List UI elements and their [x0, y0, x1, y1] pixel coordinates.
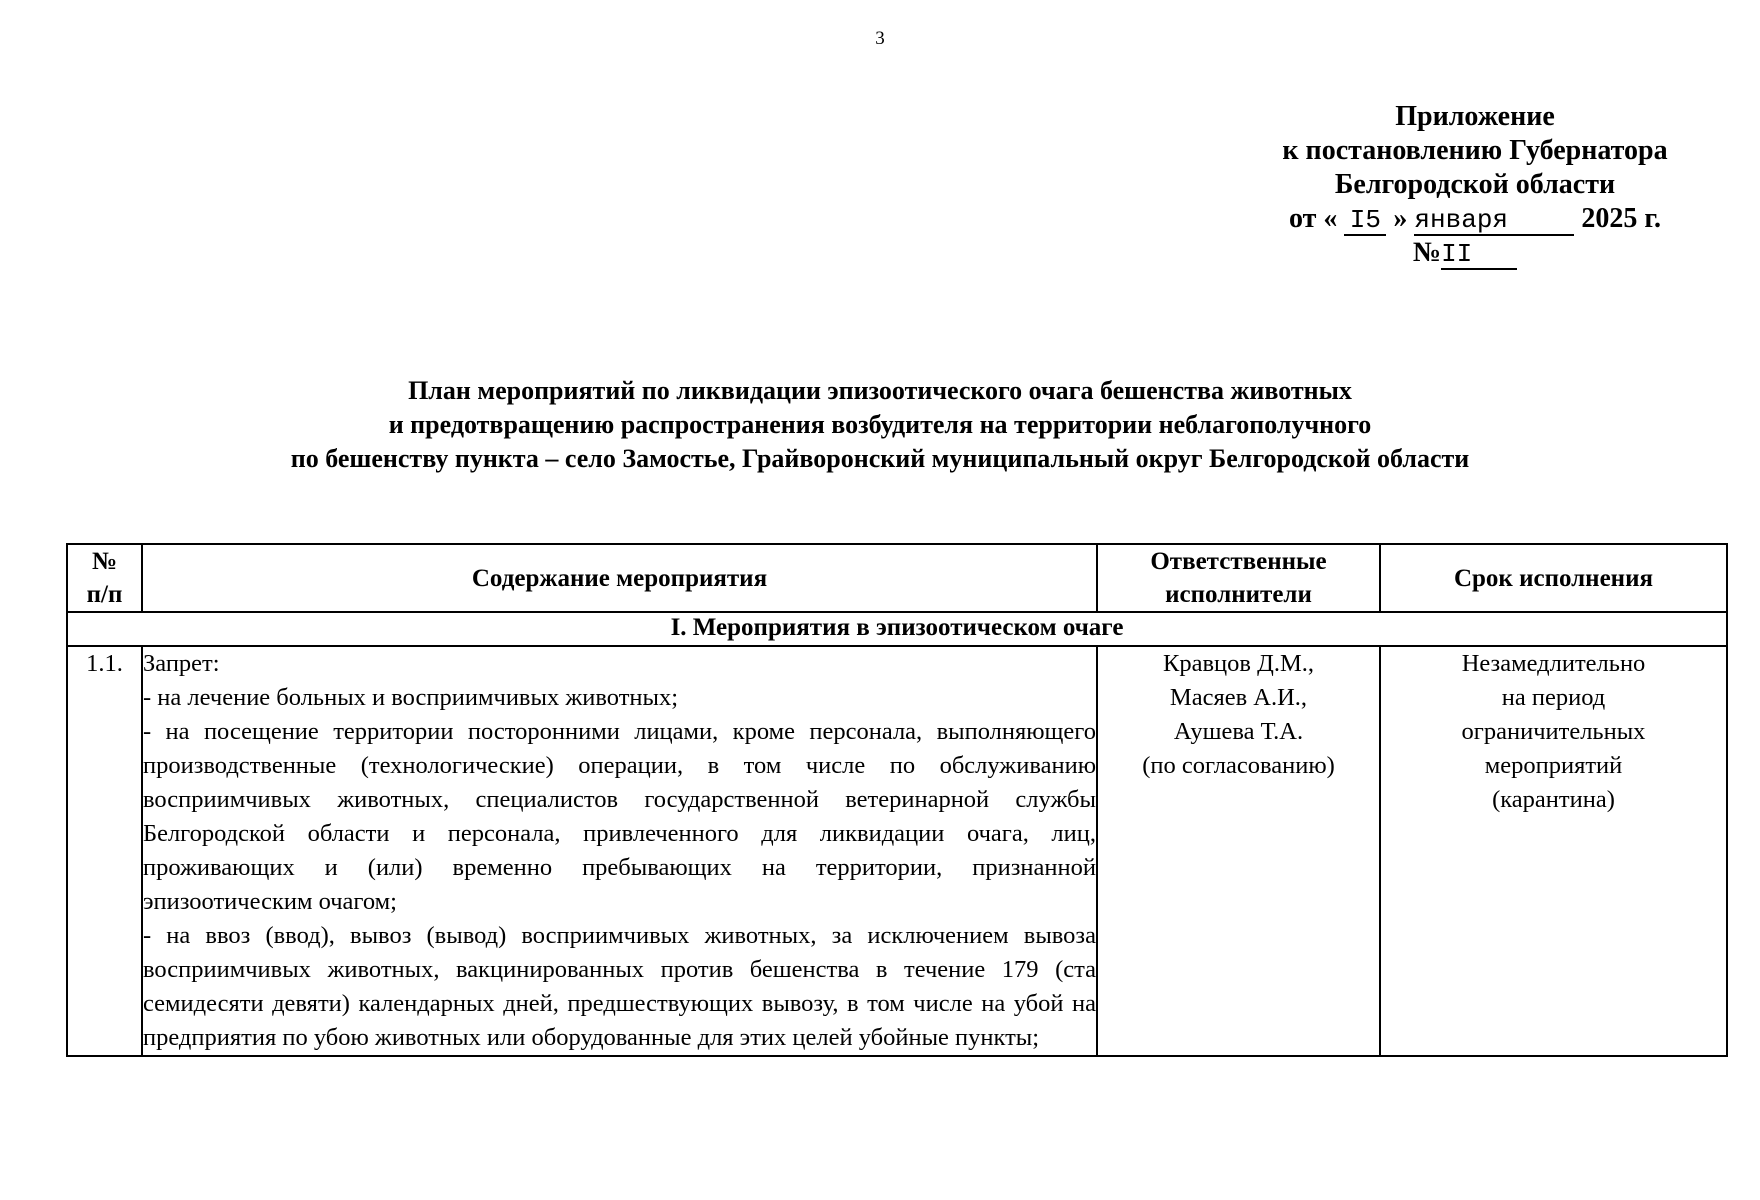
responsible-person: Масяев А.И.,	[1169, 684, 1308, 711]
page-number: 3	[875, 28, 885, 49]
date-prefix: от «	[1289, 203, 1338, 234]
number-value: II	[1441, 240, 1517, 270]
date-day: I5	[1344, 206, 1386, 236]
appendix-title: Приложение	[1395, 101, 1555, 132]
responsible-note: (по согласованию)	[1142, 752, 1335, 779]
row-responsible	[1097, 646, 1380, 1056]
date-mid: »	[1393, 203, 1408, 234]
header-responsible-line2: исполнители	[1165, 581, 1312, 608]
term-line: мероприятий	[1484, 752, 1623, 779]
appendix-region: Белгородской области	[1334, 169, 1616, 200]
date-year: 2025 г.	[1581, 203, 1661, 234]
table-row	[67, 646, 1727, 1056]
header-term: Срок исполнения	[1380, 544, 1727, 612]
measures-table	[66, 543, 1728, 1057]
row-num: 1.1.	[67, 646, 142, 1056]
content-item: - на ввоз (ввод), вывоз (вывод) восприимчивых животных, за исключением вывоза восприимчивых животных, вакцинированных против бешенства в течение 179 (ста семидесяти девяти) календарных дней, предшествующих вывозу, в том числе на убой на предприятия по убою животных или оборудованные для этих целей убойные пункты;	[143, 922, 1096, 1051]
table-header-row	[67, 544, 1727, 612]
number-prefix: №	[1412, 237, 1442, 268]
term-line: Незамедлительно	[1461, 650, 1646, 677]
header-responsible	[1097, 544, 1380, 612]
header-num	[67, 544, 142, 612]
responsible-person: Аушева Т.А.	[1173, 718, 1304, 745]
header-num-line2: п/п	[86, 581, 123, 608]
responsible-person: Кравцов Д.М.,	[1163, 650, 1314, 677]
header-content: Содержание мероприятия	[142, 544, 1097, 612]
content-item: - на посещение территории посторонними лицами, кроме персонала, выполняющего производственные (технологические) операции, в том числе по обслуживанию восприимчивых животных, специалистов государственной ветеринарной службы Белгородской области и персонала, привлеченного для ликвидации очага, лиц, проживающих и (или) временно пребывающих на территории, признанной эпизоотическим очагом;	[143, 718, 1096, 915]
term-line: (карантина)	[1492, 786, 1615, 813]
appendix-decree: к постановлению Губернатора	[1282, 135, 1668, 166]
appendix-number	[1240, 236, 1710, 270]
header-responsible-line1: Ответственные	[1150, 548, 1327, 575]
title-line-2: и предотвращению распространения возбудителя на территории неблагополучного	[388, 410, 1372, 439]
row-content	[142, 646, 1097, 1056]
title-line-3: по бешенству пункта – село Замостье, Грайворонский муниципальный округ Белгородской области	[290, 444, 1470, 473]
header-num-line1: №	[91, 548, 118, 575]
term-line: ограничительных	[1461, 718, 1646, 745]
term-line: на период	[1501, 684, 1606, 711]
date-month: января	[1414, 206, 1574, 236]
content-item: - на лечение больных и восприимчивых животных;	[143, 684, 679, 711]
appendix-block	[1240, 100, 1710, 270]
section-row	[67, 612, 1727, 646]
title-line-1: План мероприятий по ликвидации эпизоотического очага бешенства животных	[408, 376, 1352, 405]
section-title: I. Мероприятия в эпизоотическом очаге	[67, 612, 1727, 646]
row-term	[1380, 646, 1727, 1056]
appendix-date	[1240, 202, 1710, 236]
document-title	[0, 374, 1760, 476]
content-item: Запрет:	[143, 650, 220, 677]
